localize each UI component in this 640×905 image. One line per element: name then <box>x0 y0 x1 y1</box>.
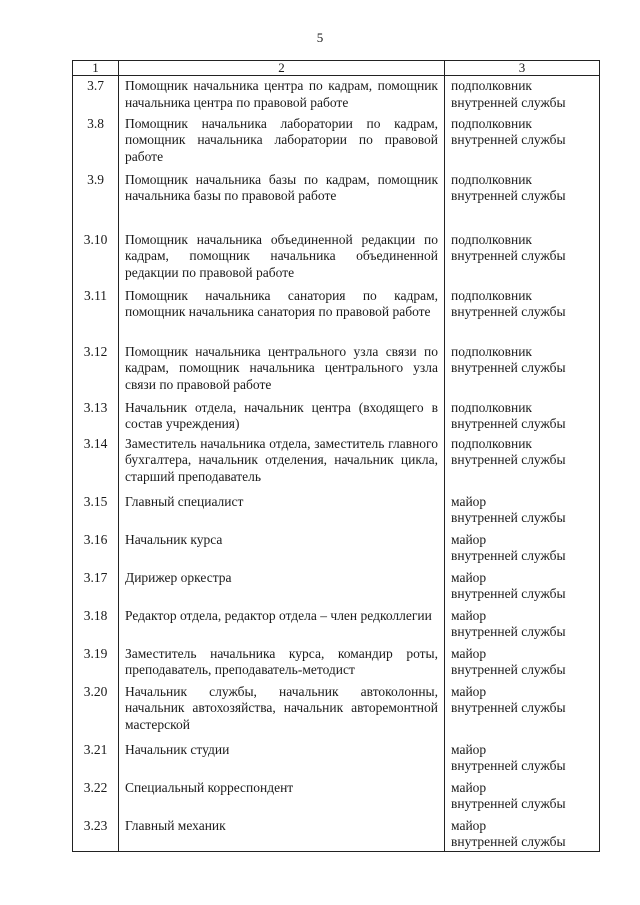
rank-service: внутренней службы <box>451 700 566 715</box>
rank-title: майор <box>451 741 487 757</box>
rank-service: внутренней службы <box>451 188 566 203</box>
rank-title: майор <box>451 817 487 833</box>
position-title: Заместитель начальника отдела, заместитель главного бухгалтера, начальник отделения, начальник цикла, старший преподаватель <box>119 434 445 492</box>
rank-service: внутренней службы <box>451 796 566 811</box>
position-title: Главный специалист <box>119 492 445 530</box>
row-number: 3.22 <box>73 778 119 816</box>
row-number: 3.10 <box>73 230 119 286</box>
table-row <box>73 434 600 492</box>
table-row <box>73 606 600 644</box>
table-row <box>73 644 600 682</box>
table-row <box>73 682 600 740</box>
row-number: 3.17 <box>73 568 119 606</box>
table-row <box>73 530 600 568</box>
row-number: 3.12 <box>73 342 119 398</box>
table-row <box>73 816 600 852</box>
position-title: Начальник службы, начальник автоколонны, начальник автохозяйства, начальник авторемонтной мастерской <box>119 682 445 740</box>
rank-title: подполковник <box>451 231 532 247</box>
rank-cell <box>445 170 600 230</box>
rank-cell <box>445 568 600 606</box>
row-number: 3.9 <box>73 170 119 230</box>
table-row <box>73 76 600 114</box>
table-row <box>73 114 600 170</box>
column-header-2: 2 <box>119 61 445 76</box>
rank-service: внутренней службы <box>451 624 566 639</box>
row-number: 3.21 <box>73 740 119 778</box>
position-title: Помощник начальника лаборатории по кадрам, помощник начальника лаборатории по правовой работе <box>119 114 445 170</box>
rank-cell <box>445 530 600 568</box>
position-title: Помощник начальника центрального узла связи по кадрам, помощник начальника центрального узла связи по правовой работе <box>119 342 445 398</box>
rank-title: майор <box>451 683 487 699</box>
rank-title: подполковник <box>451 171 532 187</box>
rank-service: внутренней службы <box>451 586 566 601</box>
position-title: Дирижер оркестра <box>119 568 445 606</box>
rank-cell <box>445 286 600 342</box>
rank-title: подполковник <box>451 287 532 303</box>
column-header-3: 3 <box>445 61 600 76</box>
rank-title: майор <box>451 569 487 585</box>
rank-service: внутренней службы <box>451 360 566 375</box>
position-title: Специальный корреспондент <box>119 778 445 816</box>
row-number: 3.15 <box>73 492 119 530</box>
rank-title: майор <box>451 607 487 623</box>
positions-table <box>72 60 600 852</box>
rank-service: внутренней службы <box>451 452 566 467</box>
rank-service: внутренней службы <box>451 758 566 773</box>
table-row <box>73 170 600 230</box>
rank-cell <box>445 682 600 740</box>
rank-service: внутренней службы <box>451 834 566 849</box>
row-number: 3.23 <box>73 816 119 852</box>
column-header-1: 1 <box>73 61 119 76</box>
rank-cell <box>445 492 600 530</box>
rank-cell <box>445 76 600 114</box>
position-title: Помощник начальника санатория по кадрам, помощник начальника санатория по правовой работе <box>119 286 445 342</box>
rank-cell <box>445 434 600 492</box>
position-title: Заместитель начальника курса, командир роты, преподаватель, преподаватель-методист <box>119 644 445 682</box>
row-number: 3.7 <box>73 76 119 114</box>
table-row <box>73 230 600 286</box>
rank-cell <box>445 778 600 816</box>
table-row <box>73 492 600 530</box>
rank-cell <box>445 644 600 682</box>
table-row <box>73 568 600 606</box>
rank-service: внутренней службы <box>451 304 566 319</box>
rank-title: подполковник <box>451 115 532 131</box>
rank-service: внутренней службы <box>451 548 566 563</box>
rank-title: майор <box>451 779 487 795</box>
rank-service: внутренней службы <box>451 510 566 525</box>
position-title: Начальник отдела, начальник центра (входящего в состав учреждения) <box>119 398 445 434</box>
rank-title: майор <box>451 645 487 661</box>
rank-title: подполковник <box>451 435 532 451</box>
table-row <box>73 286 600 342</box>
rank-service: внутренней службы <box>451 132 566 147</box>
position-title: Помощник начальника объединенной редакции по кадрам, помощник начальника объединенной редакции по правовой работе <box>119 230 445 286</box>
rank-title: подполковник <box>451 343 532 359</box>
position-title: Главный механик <box>119 816 445 852</box>
rank-service: внутренней службы <box>451 416 566 431</box>
table-row <box>73 740 600 778</box>
row-number: 3.18 <box>73 606 119 644</box>
page-number: 5 <box>316 30 324 45</box>
row-number: 3.20 <box>73 682 119 740</box>
rank-service: внутренней службы <box>451 662 566 677</box>
row-number: 3.19 <box>73 644 119 682</box>
table-row <box>73 778 600 816</box>
table-row <box>73 342 600 398</box>
position-title: Редактор отдела, редактор отдела – член редколлегии <box>119 606 445 644</box>
table-header-row <box>73 61 600 76</box>
row-number: 3.13 <box>73 398 119 434</box>
row-number: 3.14 <box>73 434 119 492</box>
rank-service: внутренней службы <box>451 94 566 110</box>
row-number: 3.8 <box>73 114 119 170</box>
row-number: 3.16 <box>73 530 119 568</box>
rank-cell <box>445 606 600 644</box>
rank-title: майор <box>451 531 487 547</box>
position-title: Помощник начальника базы по кадрам, помощник начальника базы по правовой работе <box>119 170 445 230</box>
row-number: 3.11 <box>73 286 119 342</box>
rank-cell <box>445 740 600 778</box>
rank-cell <box>445 816 600 852</box>
rank-title: майор <box>451 493 487 509</box>
rank-cell <box>445 398 600 434</box>
position-title: Начальник курса <box>119 530 445 568</box>
position-title: Помощник начальника центра по кадрам, помощник начальника центра по правовой работе <box>119 76 445 114</box>
position-title: Начальник студии <box>119 740 445 778</box>
rank-title: подполковник <box>451 78 532 93</box>
rank-cell <box>445 230 600 286</box>
rank-title: подполковник <box>451 399 532 415</box>
rank-cell <box>445 114 600 170</box>
rank-cell <box>445 342 600 398</box>
rank-service: внутренней службы <box>451 248 566 263</box>
table-row <box>73 398 600 434</box>
